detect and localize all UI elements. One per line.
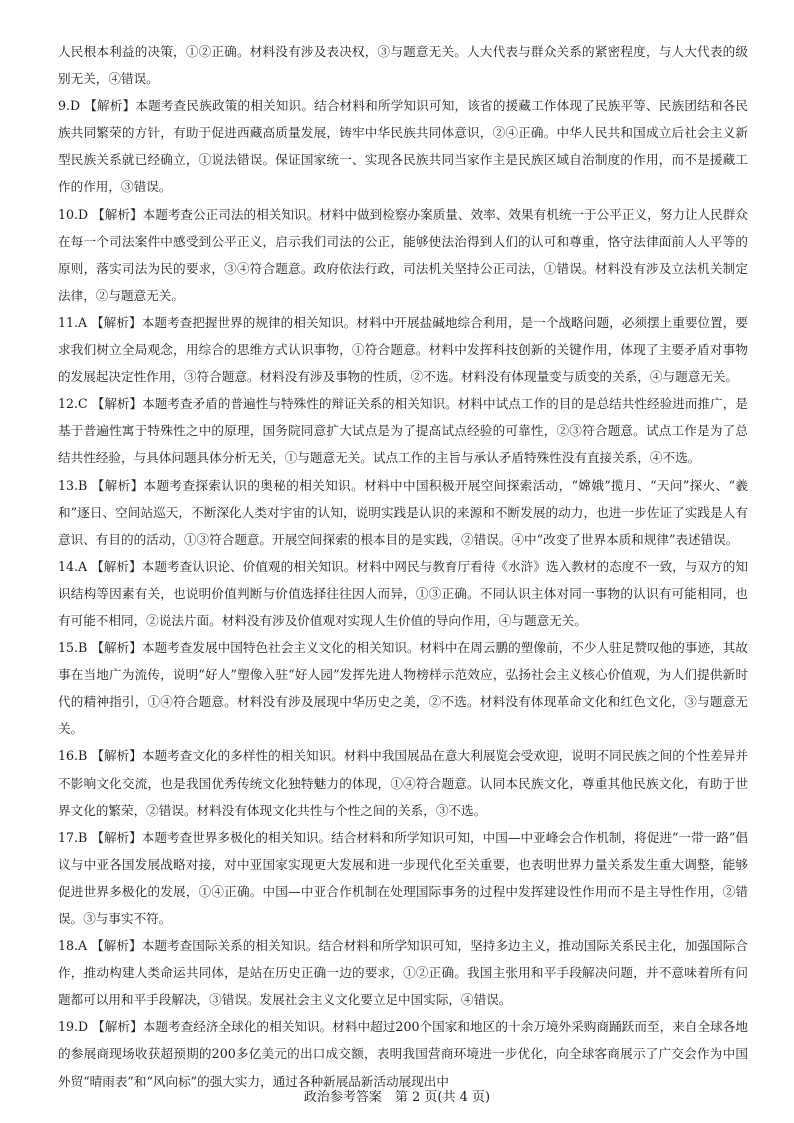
answer-item-17: 17.B 【解析】本题考查世界多极化的相关知识。结合材料和所学知识可知，中国—中亚峰会合作机制，将促进“一带一路”倡议与中亚各国发展战略对接，对中亚国家实现更大发展和进一步现代化至关重要，也表明世界力量关系发生重大调整，能够促进世界多极化的发展，①④正确。中国—中亚合作机制在处理国际事务的过程中发挥建设性作用而不是主导性作用，②错误。③与事实不符。 [58, 829, 748, 926]
answer-item-9: 9.D 【解析】本题考查民族政策的相关知识。结合材料和所学知识可知，该省的援藏工作体现了民族平等、民族团结和各民族共同繁荣的方针，有助于促进西藏高质量发展，铸牢中华民族共同体意识，②④正确。中华人民共和国成立后社会主义新型民族关系就已经确立，①说法错误。保证国家统一、实现各民族共同当家作主是民族区域自治制度的作用，而不是援藏工作的作用，③错误。 [58, 98, 748, 195]
answer-item-11: 11.A 【解析】本题考查把握世界的规律的相关知识。材料中开展盐碱地综合利用，是一个战略问题，必须摆上重要位置，要求我们树立全局观念，用综合的思维方式认识事物，①符合题意。材料中发挥科技创新的关键作用，体现了主要矛盾对事物的发展起决定性作用，③符合题意。材料没有涉及事物的性质，②不选。材料没有体现量变与质变的关系，④与题意无关。 [58, 314, 748, 385]
intro-paragraph: 人民根本利益的决策，①②正确。材料没有涉及表决权，③与题意无关。人大代表与群众关系的紧密程度，与人大代表的级别无关，④错误。 [58, 44, 748, 87]
page-footer: 政治参考答案 第 2 页(共 4 页) [303, 1090, 491, 1105]
answer-item-14: 14.A 【解析】本题考查认识论、价值观的相关知识。材料中网民与教育厅看待《水浒》选入教材的态度不一致，与双方的知识结构等因素有关，也说明价值判断与价值选择往往因人而异，①③正确。不同认识主体对同一事物的认识有可能相同，也有可能不相同，②说法片面。材料没有涉及价值观对实现人生价值的导向作用，④与题意无关。 [58, 558, 748, 628]
answer-item-16: 16.B 【解析】本题考查文化的多样性的相关知识。材料中我国展品在意大利展览会受欢迎，说明不同民族之间的个性差异并不影响文化交流，也是我国优秀传统文化独特魅力的体现，①④符合题意。认同本民族文化，尊重其他民族文化，有助于世界文化的繁荣，②错误。材料没有体现文化共性与个性之间的关系，③不选。 [58, 748, 748, 818]
answer-item-15: 15.B 【解析】本题考查发展中国特色社会主义文化的相关知识。材料中在周云鹏的塑像前，不少人驻足赞叹他的事迹，其故事在当地广为流传，说明“好人”塑像入驻“好人园”发挥先进人物榜样示范效应，弘扬社会主义核心价值观，为人们提供新时代的精神指引，①④符合题意。材料没有涉及展现中华历史之美，②不选。材料没有体现革命文化和红色文化，③与题意无关。 [58, 640, 748, 737]
answer-item-12: 12.C 【解析】本题考查矛盾的普遍性与特殊性的辩证关系的相关知识。材料中试点工作的目的是总结共性经验进而推广，是基于普遍性寓于特殊性之中的原理，国务院同意扩大试点是为了提高试点经验的可靠性，②③符合题意。试点工作是为了总结共性经验，与具体问题具体分析无关，①与题意无关。试点工作的主旨与承认矛盾特殊性没有直接关系，④不选。 [58, 396, 748, 466]
answer-item-10: 10.D 【解析】本题考查公正司法的相关知识。材料中做到检察办案质量、效率、效果有机统一于公平正义，努力让人民群众在每一个司法案件中感受到公平正义，启示我们司法的公正，能够使法治得到人们的认可和尊重，恪守法律面前人人平等的原则，落实司法为民的要求，③④符合题意。政府依法行政，司法机关坚持公正司法，①错误。材料没有涉及立法机关制定法律，②与题意无关。 [58, 206, 748, 303]
answer-item-18: 18.A 【解析】本题考查国际关系的相关知识。结合材料和所学知识可知，坚持多边主义，推动国际关系民主化，加强国际合作，推动构建人类命运共同体，是站在历史正确一边的要求，①②正确。我国主张用和平手段解决问题，并不意味着所有问题都可以用和平手段解决，③错误。发展社会主义文化要立足中国实际，④错误。 [58, 938, 748, 1008]
answer-page [58, 38, 748, 1095]
answer-item-13: 13.B 【解析】本题考查探索认识的奥秘的相关知识。材料中中国积极开展空间探索活动，“嫦娥”揽月、“天问”探火、“羲和”逐日、空间站巡天，不断深化人类对宇宙的认知，说明实践是认识的来源和不断发展的动力，也进一步佐证了实践是人有意识、有目的的活动，①③符合题意。开展空间探索的根本目的是实践，②错误。④中“改变了世界本质和规律”表述错误。 [58, 477, 748, 547]
answer-item-19: 19.D 【解析】本题考查经济全球化的相关知识。材料中超过200个国家和地区的十余万境外采购商踊跃而至，来自全球各地的参展商现场收获超预期的200多亿美元的出口成交额，表明我国营商环境进一步优化，向全球客商展示了广交会作为中国外贸“晴雨表”和“风向标”的强大实力，通过各种新展品新活动展现出中 [58, 1019, 748, 1089]
